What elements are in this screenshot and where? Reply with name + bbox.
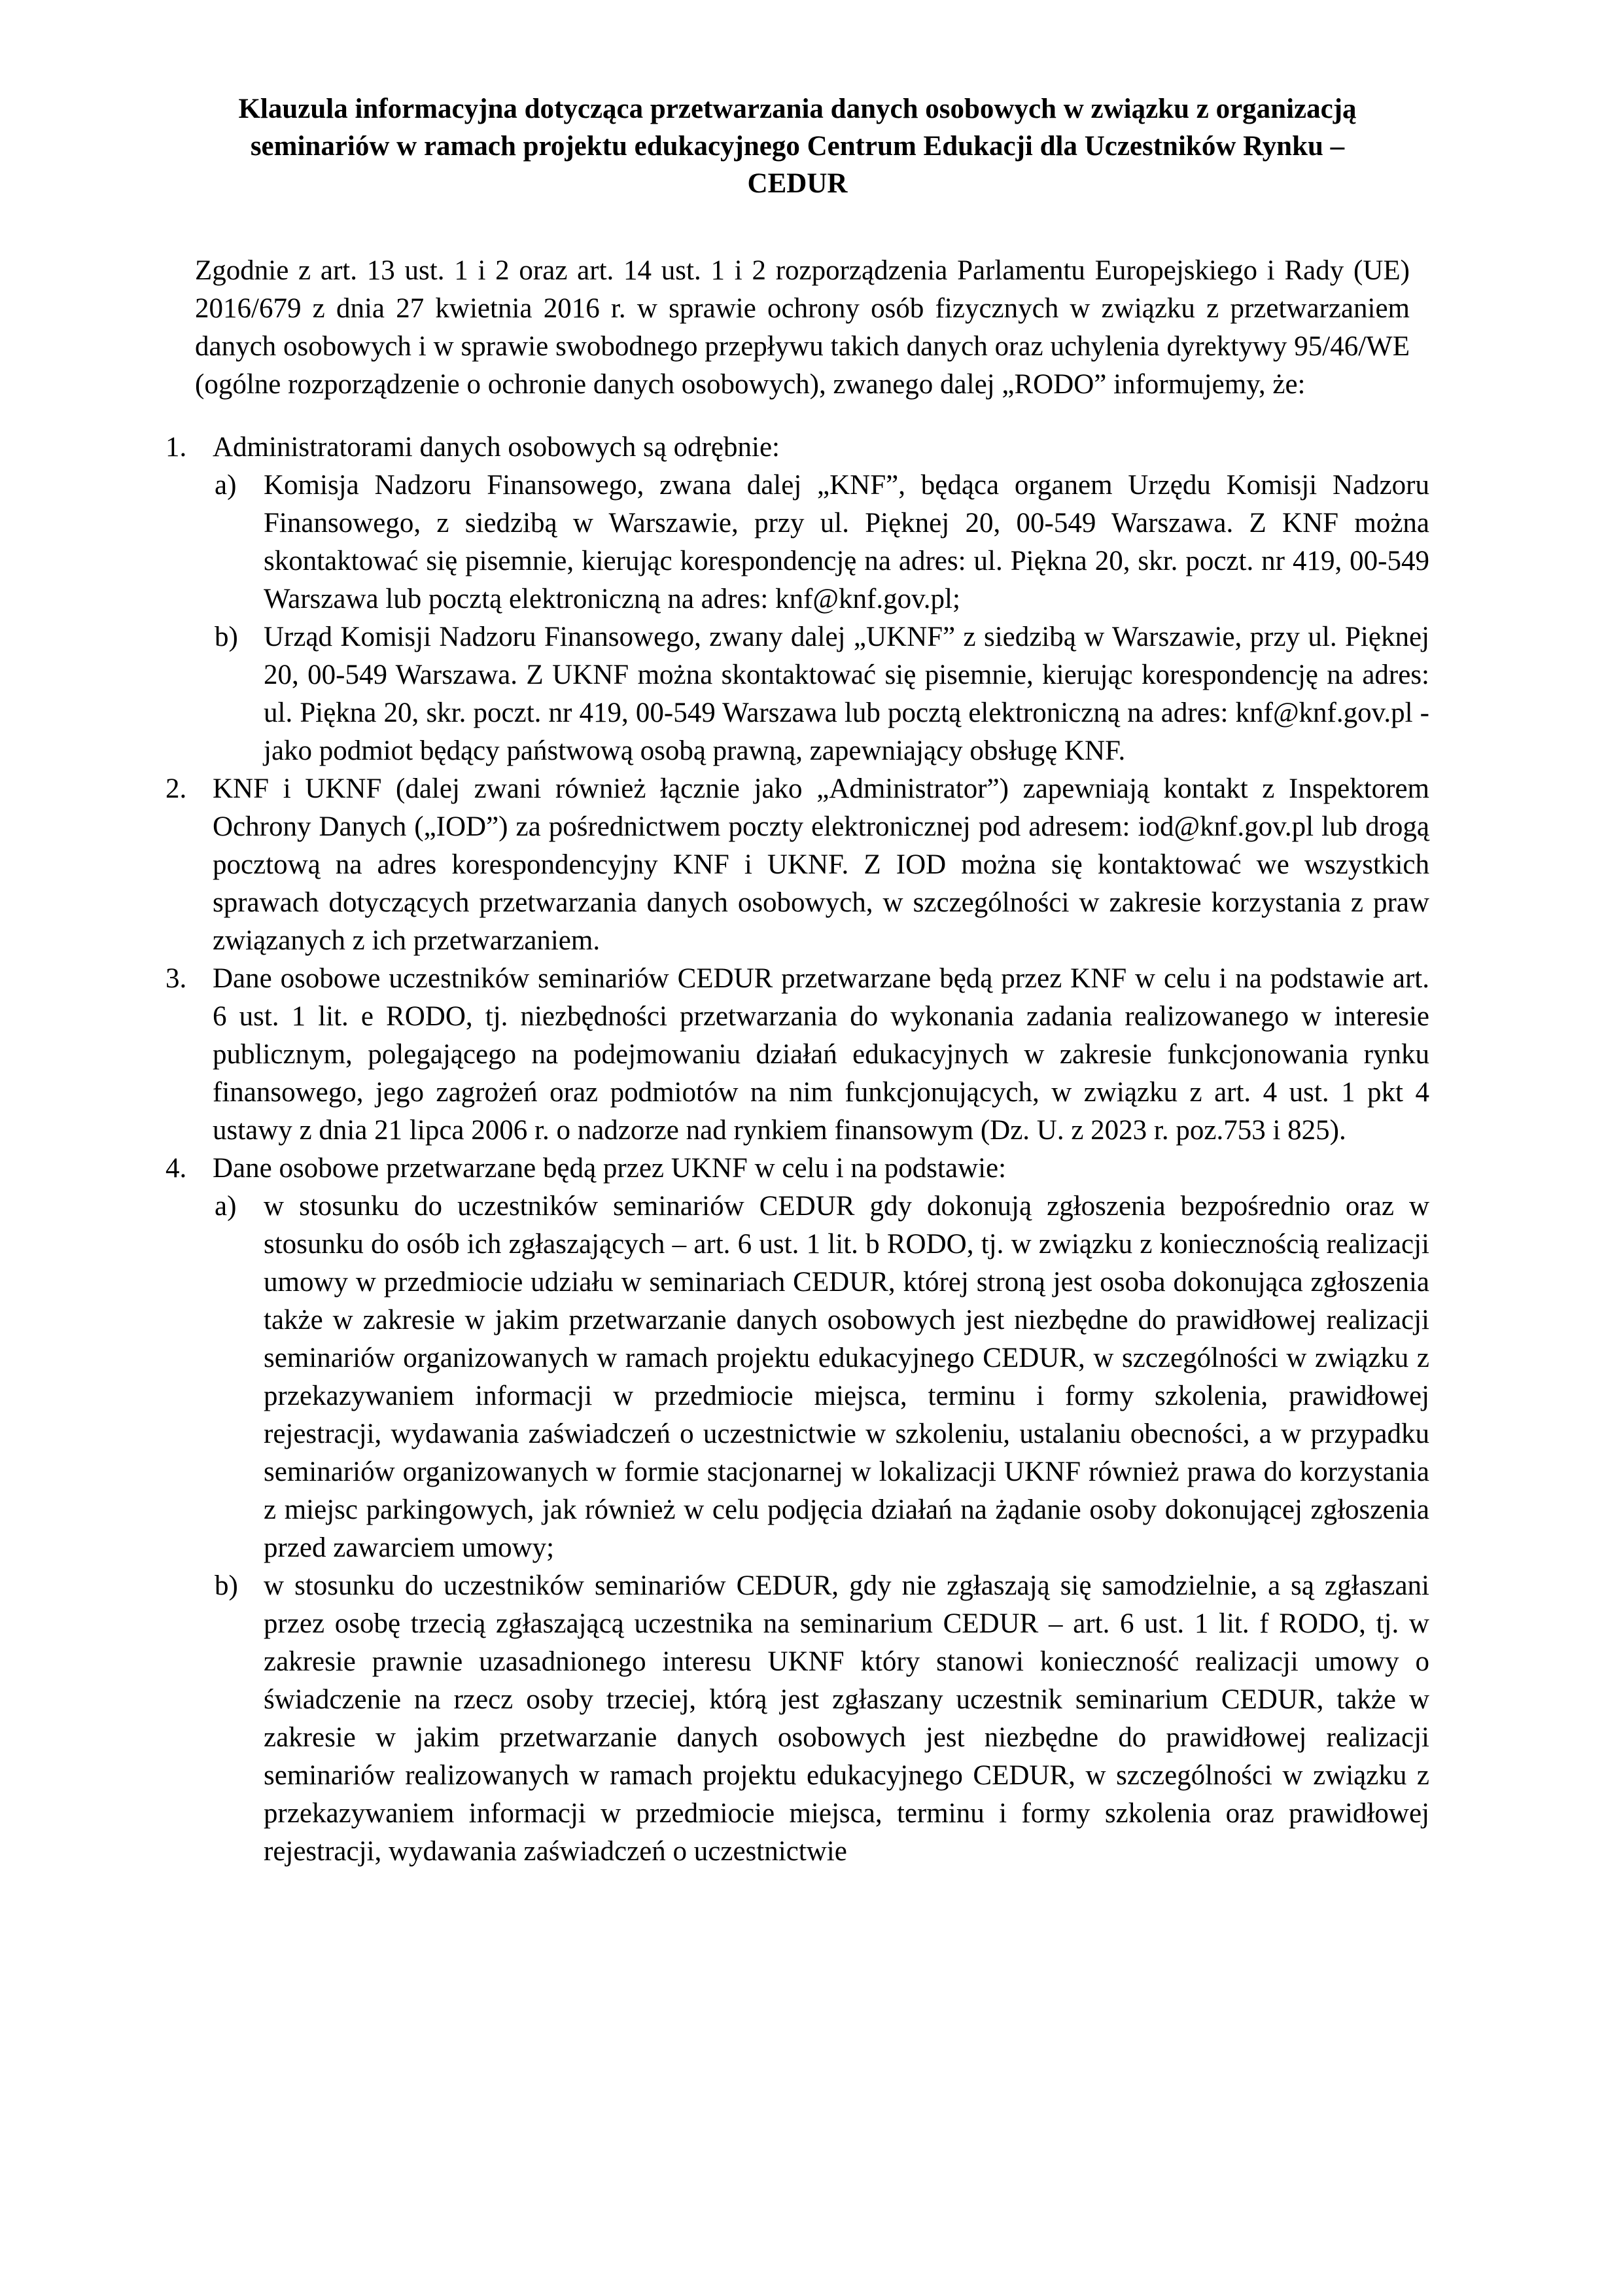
sub-item-text: w stosunku do uczestników seminariów CEDUR, gdy nie zgłaszają się samodzielnie, a są zgłaszani przez osobę trzecią zgłaszającą uczestnika na seminarium CEDUR – art. 6 ust. 1 lit. f RODO, tj. w zakresie prawnie uzasadnionego interesu UKNF który stanowi konieczność realizacji umowy o świadczenie na rzecz osoby trzeciej, którą jest zgłaszany uczestnik seminarium CEDUR, także w zakresie w jakim przetwarzanie danych osobowych jest niezbędne do prawidłowej realizacji seminariów realizowanych w ramach projektu edukacyjnego CEDUR, w szczególności w związku z przekazywaniem informacji w przedmiocie miejsca, terminu i formy szkolenia oraz prawidłowej rejestracji, wydawania zaświadczeń o uczestnictwie (264, 1570, 1429, 1867)
sub-list-item (166, 467, 1429, 618)
document-content (166, 90, 1429, 1871)
list-item (166, 960, 1429, 1150)
list-item-head (166, 960, 1429, 1150)
list-item-text: KNF i UKNF (dalej zwani również łącznie jako „Administrator”) zapewniają kontakt z Inspektorem Ochrony Danych („IOD”) za pośrednictwem poczty elektronicznej pod adresem: iod@knf.gov.pl lub drogą pocztową na adres korespondencyjny KNF i UKNF. Z IOD można się kontaktować we wszystkich sprawach dotyczących przetwarzania danych osobowych, w szczególności w zakresie korzystania z praw związanych z ich przetwarzaniem. (213, 773, 1429, 956)
sub-list (166, 1188, 1429, 1871)
sub-list (166, 467, 1429, 770)
sub-item-letter: a) (215, 470, 237, 501)
list-item (166, 770, 1429, 960)
sub-item-text: w stosunku do uczestników seminariów CEDUR gdy dokonują zgłoszenia bezpośrednio oraz w stosunku do osób ich zgłaszających – art. 6 ust. 1 lit. b RODO, tj. w związku z koniecznością realizacji umowy w przedmiocie udziału w seminariach CEDUR, której stroną jest osoba dokonująca zgłoszenia także w zakresie w jakim przetwarzanie danych osobowych jest niezbędne do prawidłowej realizacji seminariów organizowanych w ramach projektu edukacyjnego CEDUR, w szczególności w związku z przekazywaniem informacji w przedmiocie miejsca, terminu i formy szkolenia, prawidłowej rejestracji, wydawania zaświadczeń o uczestnictwie w szkoleniu, ustalaniu obecności, a w przypadku seminariów organizowanych w formie stacjonarnej w lokalizacji UKNF również prawa do korzystania z miejsc parkingowych, jak również w celu podjęcia działań na żądanie osoby dokonującej zgłoszenia przed zawarciem umowy; (264, 1191, 1429, 1563)
sub-item-text: Urząd Komisji Nadzoru Finansowego, zwany dalej „UKNF” z siedzibą w Warszawie, przy ul. Pięknej 20, 00-549 Warszawa. Z UKNF można skontaktować się pisemnie, kierując korespondencję na adres: ul. Piękna 20, skr. poczt. nr 419, 00-549 Warszawa lub pocztą elektroniczną na adres: knf@knf.gov.pl - jako podmiot będący państwową osobą prawną, zapewniający obsługę KNF. (264, 622, 1429, 766)
list-item (166, 429, 1429, 770)
list-item-head (166, 429, 1429, 467)
list-item-text: Dane osobowe przetwarzane będą przez UKNF w celu i na podstawie: (213, 1153, 1007, 1184)
sub-list-item (166, 1188, 1429, 1567)
list-item-text: Administratorami danych osobowych są odrębnie: (213, 432, 780, 463)
numbered-list (166, 429, 1429, 1871)
sub-list-item (166, 618, 1429, 770)
list-item-number: 4. (166, 1153, 187, 1184)
sub-item-letter: b) (215, 622, 238, 652)
sub-item-text: Komisja Nadzoru Finansowego, zwana dalej „KNF”, będąca organem Urzędu Komisji Nadzoru Finansowego, z siedzibą w Warszawie, przy ul. Pięknej 20, 00-549 Warszawa. Z KNF można skontaktować się pisemnie, kierując korespondencję na adres: ul. Piękna 20, skr. poczt. nr 419, 00-549 Warszawa lub pocztą elektroniczną na adres: knf@knf.gov.pl; (264, 470, 1429, 614)
document-title-line: seminariów w ramach projektu edukacyjnego Centrum Edukacji dla Uczestników Rynku – (250, 131, 1345, 162)
list-item-head (166, 770, 1429, 960)
list-item (166, 1150, 1429, 1871)
document-title-line: CEDUR (747, 168, 848, 199)
list-item-number: 1. (166, 432, 187, 463)
sub-item-letter: a) (215, 1191, 237, 1222)
list-item-head (166, 1150, 1429, 1188)
document-title (166, 90, 1429, 202)
sub-list-item (166, 1567, 1429, 1871)
list-item-number: 2. (166, 773, 187, 804)
list-item-number: 3. (166, 963, 187, 994)
list-item-text: Dane osobowe uczestników seminariów CEDUR przetwarzane będą przez KNF w celu i na podstawie art. 6 ust. 1 lit. e RODO, tj. niezbędności przetwarzania do wykonania zadania realizowanego w interesie publicznym, polegającego na podejmowaniu działań edukacyjnych w zakresie funkcjonowania rynku finansowego, jego zagrożeń oraz podmiotów na nim funkcjonujących, w związku z art. 4 ust. 1 pkt 4 ustawy z dnia 21 lipca 2006 r. o nadzorze nad rynkiem finansowym (Dz. U. z 2023 r. poz.753 i 825). (213, 963, 1429, 1146)
document-title-line: Klauzula informacyjna dotycząca przetwarzania danych osobowych w związku z organizacją (238, 94, 1357, 124)
sub-item-letter: b) (215, 1570, 238, 1601)
intro-paragraph: Zgodnie z art. 13 ust. 1 i 2 oraz art. 14 ust. 1 i 2 rozporządzenia Parlamentu Europejskiego i Rady (UE) 2016/679 z dnia 27 kwietnia 2016 r. w sprawie ochrony osób fizycznych w związku z przetwarzaniem danych osobowych i w sprawie swobodnego przepływu takich danych oraz uchylenia dyrektywy 95/46/WE (ogólne rozporządzenie o ochronie danych osobowych), zwanego dalej „RODO” informujemy, że: (195, 255, 1410, 400)
